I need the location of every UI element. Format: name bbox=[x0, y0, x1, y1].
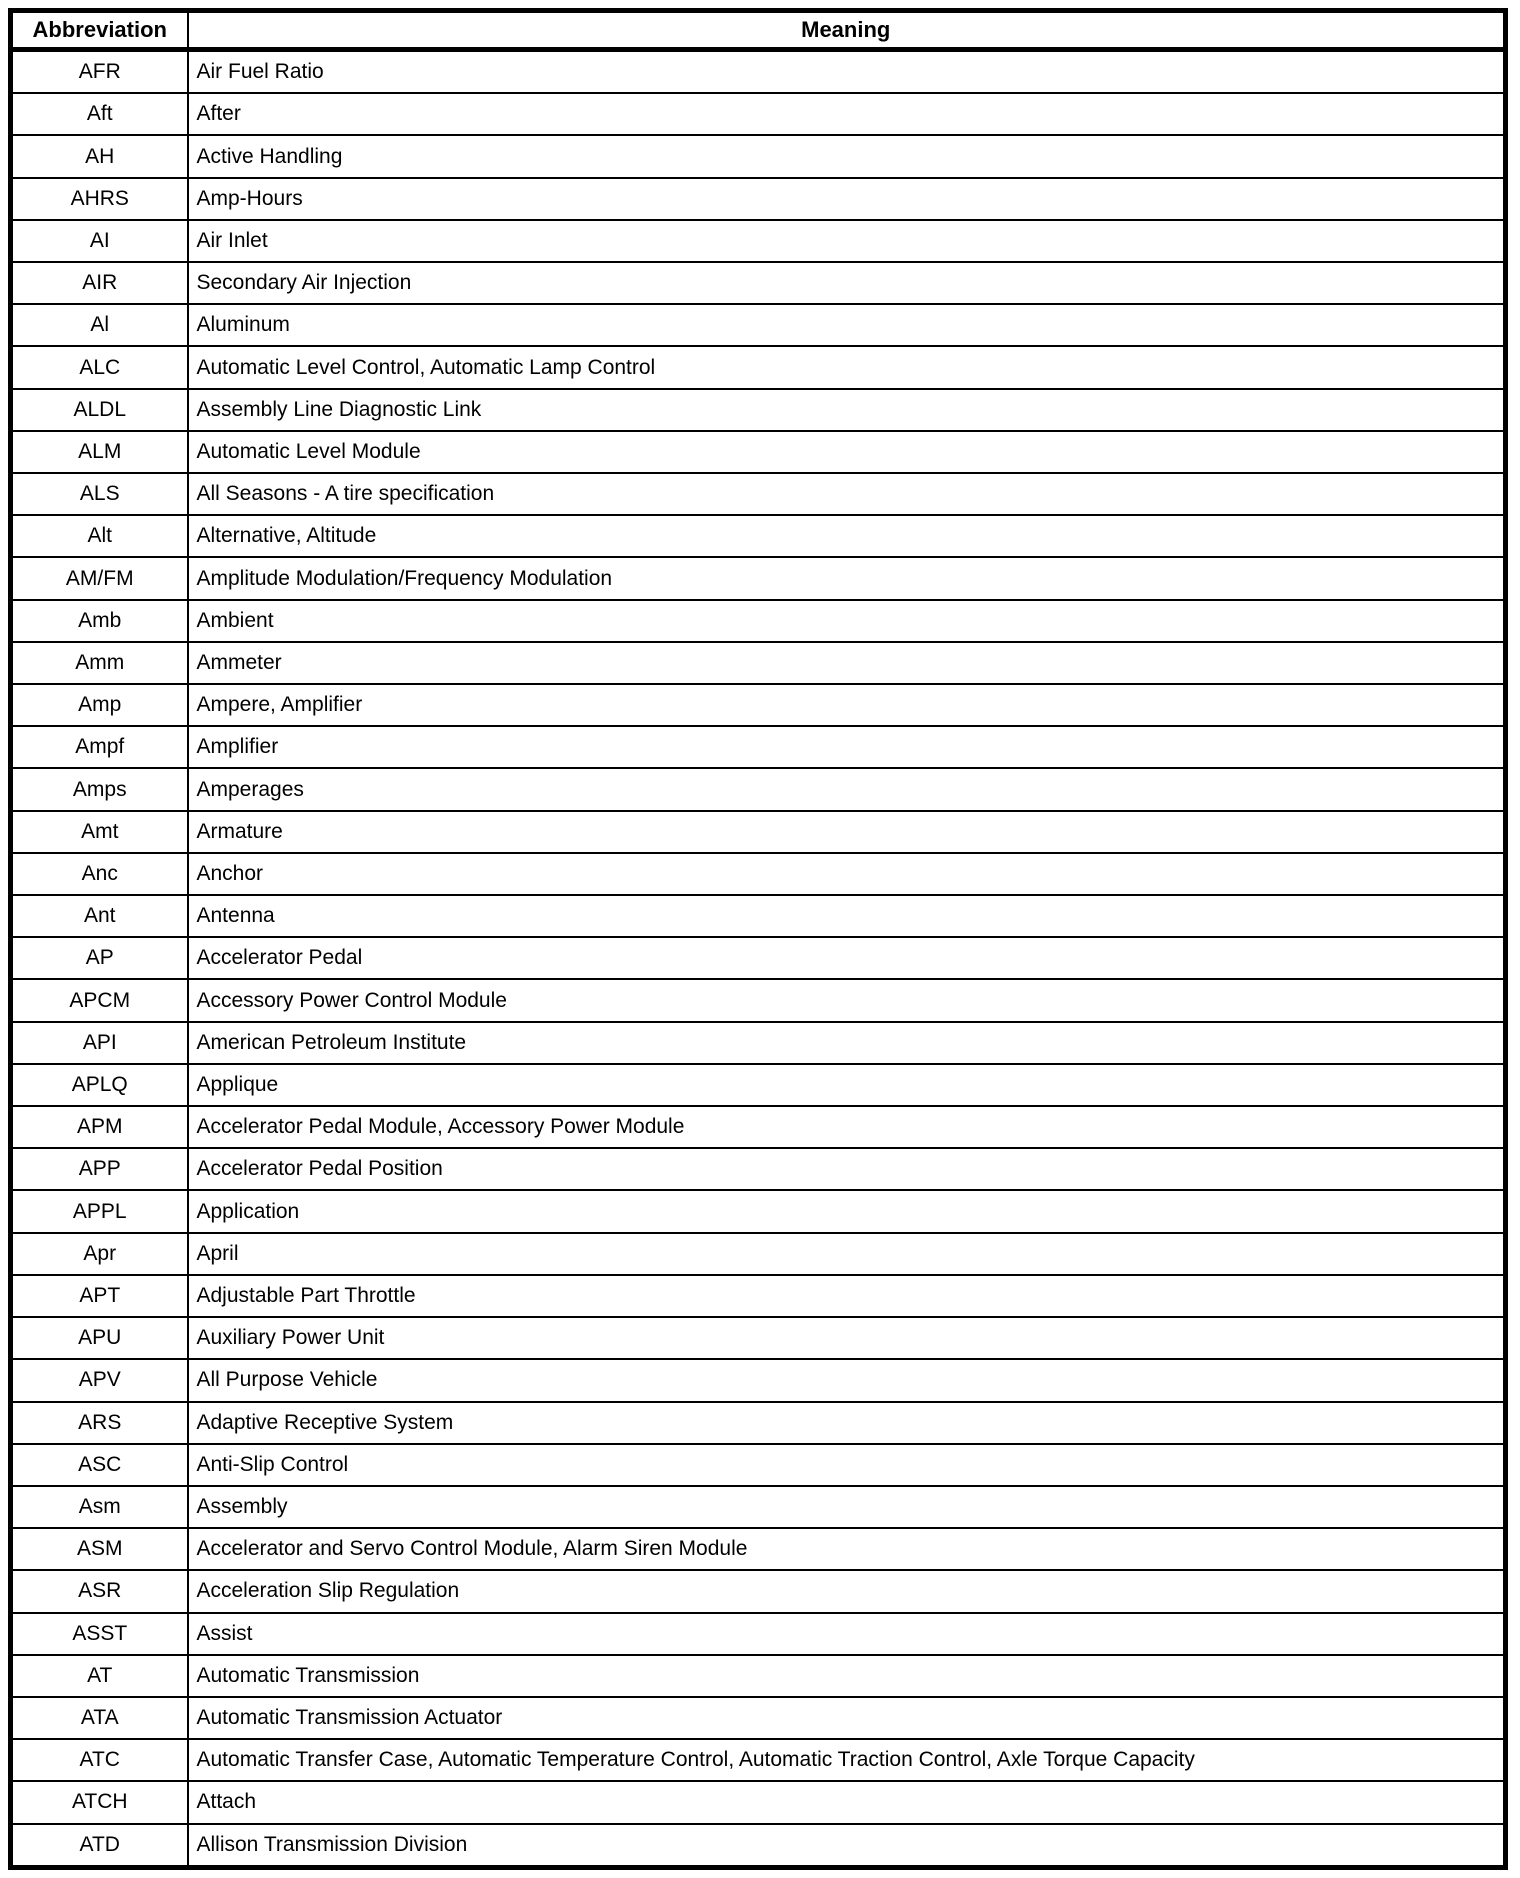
table-row bbox=[11, 895, 1506, 937]
abbreviation-cell: ASR bbox=[11, 1570, 188, 1612]
meaning-cell: Auxiliary Power Unit bbox=[188, 1317, 1506, 1359]
abbreviation-cell: ATA bbox=[11, 1697, 188, 1739]
table-row bbox=[11, 1824, 1506, 1868]
table-row bbox=[11, 1064, 1506, 1106]
abbreviations-table bbox=[8, 8, 1508, 1870]
table-row bbox=[11, 937, 1506, 979]
meaning-cell: Ambient bbox=[188, 600, 1506, 642]
table-row bbox=[11, 557, 1506, 599]
abbreviation-column-header: Abbreviation bbox=[11, 11, 188, 50]
meaning-cell: April bbox=[188, 1233, 1506, 1275]
meaning-cell: Automatic Transmission Actuator bbox=[188, 1697, 1506, 1739]
table-row bbox=[11, 1528, 1506, 1570]
abbreviation-cell: ATCH bbox=[11, 1781, 188, 1823]
table-row bbox=[11, 1697, 1506, 1739]
table-row bbox=[11, 1655, 1506, 1697]
meaning-cell: Anti-Slip Control bbox=[188, 1444, 1506, 1486]
table-row bbox=[11, 1148, 1506, 1190]
meaning-cell: Antenna bbox=[188, 895, 1506, 937]
table-row bbox=[11, 853, 1506, 895]
abbreviation-cell: AP bbox=[11, 937, 188, 979]
meaning-cell: Adjustable Part Throttle bbox=[188, 1275, 1506, 1317]
abbreviation-cell: Alt bbox=[11, 515, 188, 557]
meaning-cell: Amplitude Modulation/Frequency Modulation bbox=[188, 557, 1506, 599]
table-row bbox=[11, 431, 1506, 473]
table-row bbox=[11, 768, 1506, 810]
meaning-cell: Amperages bbox=[188, 768, 1506, 810]
abbreviation-cell: ASM bbox=[11, 1528, 188, 1570]
table-row bbox=[11, 135, 1506, 177]
meaning-cell: Anchor bbox=[188, 853, 1506, 895]
abbreviation-cell: API bbox=[11, 1022, 188, 1064]
abbreviation-cell: Amps bbox=[11, 768, 188, 810]
table-row bbox=[11, 1359, 1506, 1401]
meaning-cell: Application bbox=[188, 1190, 1506, 1232]
abbreviation-cell: Amt bbox=[11, 811, 188, 853]
table-row bbox=[11, 178, 1506, 220]
meaning-cell: Applique bbox=[188, 1064, 1506, 1106]
abbreviation-cell: APU bbox=[11, 1317, 188, 1359]
abbreviation-cell: APP bbox=[11, 1148, 188, 1190]
meaning-cell: Air Fuel Ratio bbox=[188, 50, 1506, 94]
meaning-cell: All Seasons - A tire specification bbox=[188, 473, 1506, 515]
abbreviation-cell: ASC bbox=[11, 1444, 188, 1486]
meaning-cell: Ammeter bbox=[188, 642, 1506, 684]
table-row bbox=[11, 979, 1506, 1021]
abbreviation-cell: ARS bbox=[11, 1402, 188, 1444]
abbreviation-cell: APCM bbox=[11, 979, 188, 1021]
table-row bbox=[11, 1486, 1506, 1528]
table-row bbox=[11, 600, 1506, 642]
table-row bbox=[11, 684, 1506, 726]
abbreviation-cell: AIR bbox=[11, 262, 188, 304]
meaning-cell: Armature bbox=[188, 811, 1506, 853]
abbreviation-cell: ATD bbox=[11, 1824, 188, 1868]
abbreviation-cell: Ampf bbox=[11, 726, 188, 768]
abbreviation-cell: APPL bbox=[11, 1190, 188, 1232]
meaning-cell: Accelerator Pedal bbox=[188, 937, 1506, 979]
abbreviation-cell: Asm bbox=[11, 1486, 188, 1528]
table-row bbox=[11, 1444, 1506, 1486]
abbreviation-cell: AFR bbox=[11, 50, 188, 94]
abbreviation-cell: Amm bbox=[11, 642, 188, 684]
abbreviation-cell: Ant bbox=[11, 895, 188, 937]
meaning-cell: Automatic Level Module bbox=[188, 431, 1506, 473]
meaning-cell: American Petroleum Institute bbox=[188, 1022, 1506, 1064]
meaning-cell: Amplifier bbox=[188, 726, 1506, 768]
meaning-cell: Alternative, Altitude bbox=[188, 515, 1506, 557]
abbreviation-cell: Apr bbox=[11, 1233, 188, 1275]
abbreviation-cell: APLQ bbox=[11, 1064, 188, 1106]
meaning-cell: All Purpose Vehicle bbox=[188, 1359, 1506, 1401]
abbreviation-cell: Al bbox=[11, 304, 188, 346]
table-row bbox=[11, 1402, 1506, 1444]
table-row bbox=[11, 304, 1506, 346]
table-row bbox=[11, 1317, 1506, 1359]
table-row bbox=[11, 1613, 1506, 1655]
table-row bbox=[11, 1233, 1506, 1275]
abbreviation-cell: AT bbox=[11, 1655, 188, 1697]
meaning-column-header: Meaning bbox=[188, 11, 1506, 50]
abbreviation-cell: ALS bbox=[11, 473, 188, 515]
meaning-cell: After bbox=[188, 93, 1506, 135]
table-row bbox=[11, 93, 1506, 135]
table-row bbox=[11, 1190, 1506, 1232]
meaning-cell: Accelerator Pedal Module, Accessory Power Module bbox=[188, 1106, 1506, 1148]
table-row bbox=[11, 1022, 1506, 1064]
table-row bbox=[11, 473, 1506, 515]
table-row bbox=[11, 811, 1506, 853]
abbreviation-cell: APV bbox=[11, 1359, 188, 1401]
table-row bbox=[11, 389, 1506, 431]
meaning-cell: Secondary Air Injection bbox=[188, 262, 1506, 304]
abbreviation-cell: AI bbox=[11, 220, 188, 262]
meaning-cell: Attach bbox=[188, 1781, 1506, 1823]
meaning-cell: Assembly Line Diagnostic Link bbox=[188, 389, 1506, 431]
meaning-cell: Automatic Transfer Case, Automatic Temperature Control, Automatic Traction Control, Axle Torque Capacity bbox=[188, 1739, 1506, 1781]
abbreviation-cell: AH bbox=[11, 135, 188, 177]
meaning-cell: Accelerator Pedal Position bbox=[188, 1148, 1506, 1190]
table-row bbox=[11, 642, 1506, 684]
meaning-cell: Ampere, Amplifier bbox=[188, 684, 1506, 726]
table-row bbox=[11, 262, 1506, 304]
meaning-cell: Assist bbox=[188, 1613, 1506, 1655]
meaning-cell: Allison Transmission Division bbox=[188, 1824, 1506, 1868]
table-row bbox=[11, 1781, 1506, 1823]
meaning-cell: Amp-Hours bbox=[188, 178, 1506, 220]
meaning-cell: Air Inlet bbox=[188, 220, 1506, 262]
table-row bbox=[11, 1739, 1506, 1781]
abbreviation-cell: ALDL bbox=[11, 389, 188, 431]
meaning-cell: Active Handling bbox=[188, 135, 1506, 177]
table-body bbox=[11, 50, 1506, 1868]
meaning-cell: Automatic Transmission bbox=[188, 1655, 1506, 1697]
table-row bbox=[11, 1275, 1506, 1317]
abbreviation-cell: Anc bbox=[11, 853, 188, 895]
abbreviation-cell: AHRS bbox=[11, 178, 188, 220]
abbreviation-cell: APM bbox=[11, 1106, 188, 1148]
meaning-cell: Assembly bbox=[188, 1486, 1506, 1528]
table-row bbox=[11, 726, 1506, 768]
meaning-cell: Adaptive Receptive System bbox=[188, 1402, 1506, 1444]
abbreviation-cell: APT bbox=[11, 1275, 188, 1317]
meaning-cell: Accessory Power Control Module bbox=[188, 979, 1506, 1021]
table-row bbox=[11, 50, 1506, 94]
table-row bbox=[11, 220, 1506, 262]
abbreviation-cell: Aft bbox=[11, 93, 188, 135]
abbreviation-cell: ASST bbox=[11, 1613, 188, 1655]
abbreviation-cell: ATC bbox=[11, 1739, 188, 1781]
meaning-cell: Accelerator and Servo Control Module, Alarm Siren Module bbox=[188, 1528, 1506, 1570]
abbreviation-cell: AM/FM bbox=[11, 557, 188, 599]
abbreviation-cell: Amp bbox=[11, 684, 188, 726]
meaning-cell: Aluminum bbox=[188, 304, 1506, 346]
header-row bbox=[11, 11, 1506, 50]
table-row bbox=[11, 346, 1506, 388]
table-row bbox=[11, 515, 1506, 557]
abbreviation-cell: Amb bbox=[11, 600, 188, 642]
meaning-cell: Acceleration Slip Regulation bbox=[188, 1570, 1506, 1612]
meaning-cell: Automatic Level Control, Automatic Lamp Control bbox=[188, 346, 1506, 388]
abbreviation-cell: ALC bbox=[11, 346, 188, 388]
table-row bbox=[11, 1106, 1506, 1148]
abbreviation-cell: ALM bbox=[11, 431, 188, 473]
table-row bbox=[11, 1570, 1506, 1612]
